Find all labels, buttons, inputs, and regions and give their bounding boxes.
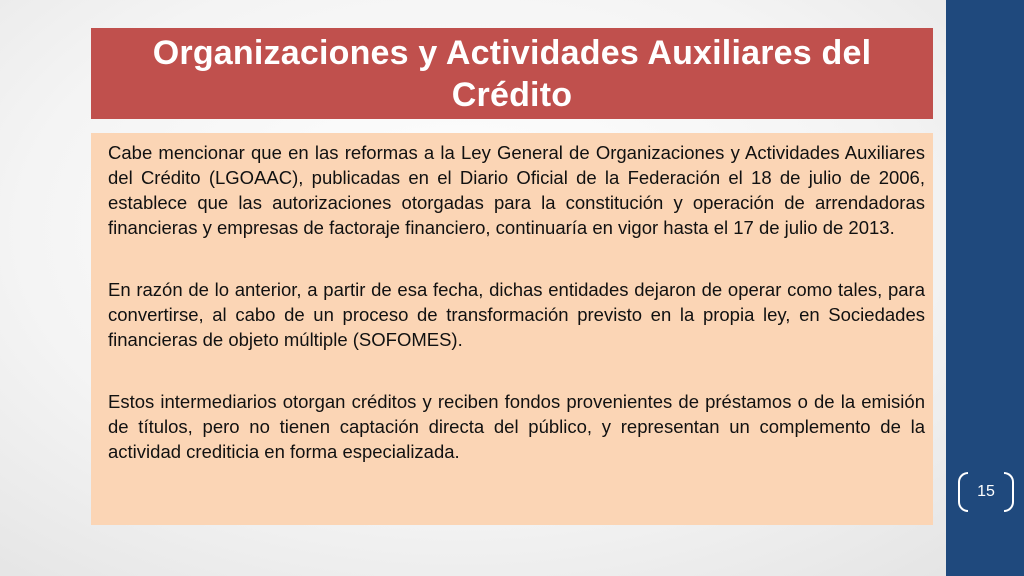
page-number-badge <box>958 472 1014 512</box>
title-banner <box>91 28 933 119</box>
slide-title: Organizaciones y Actividades Auxiliares del Crédito <box>152 33 872 114</box>
content-panel <box>91 133 933 525</box>
left-brace-icon <box>958 472 968 512</box>
right-brace-icon <box>1004 472 1014 512</box>
paragraph-2: En razón de lo anterior, a partir de esa fecha, dichas entidades dejaron de operar como tales, para convertirse, al cabo de un proceso de transformación previsto en la propia ley, en Sociedades financieras de objeto múltiple (SOFOMES). <box>108 279 925 350</box>
paragraph-1: Cabe mencionar que en las reformas a la Ley General de Organizaciones y Actividades Auxiliares del Crédito (LGOAAC), publicadas en el Diario Oficial de la Federación el 18 de julio de 2006, establece que las autorizaciones otorgadas para la constitución y operación de arrendadoras financieras y empresas de factoraje financiero, continuaría en vigor hasta el 17 de julio de 2013. <box>108 142 925 238</box>
paragraph-3: Estos intermediarios otorgan créditos y reciben fondos provenientes de préstamos o de la emisión de títulos, pero no tienen captación directa del público, y representan un complemento de la actividad crediticia en forma especializada. <box>108 391 925 462</box>
page-number: 15 <box>977 483 995 500</box>
